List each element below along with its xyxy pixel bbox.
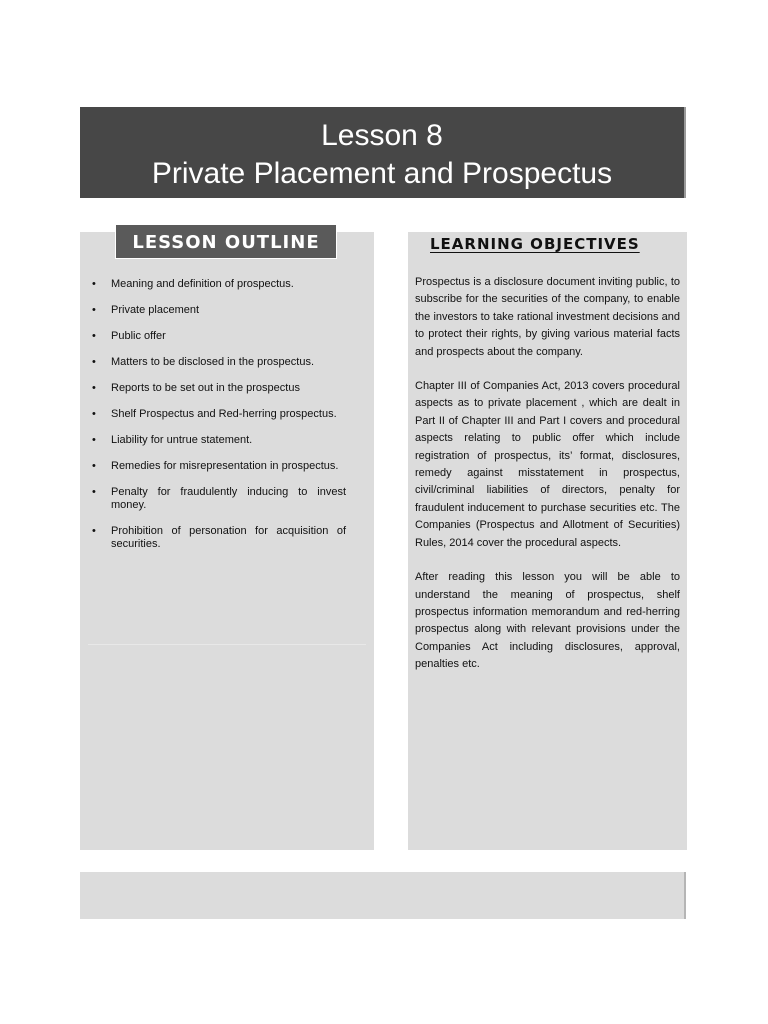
lesson-title: Private Placement and Prospectus: [151, 157, 613, 190]
objectives-paragraph: After reading this lesson you will be able to understand the meaning of prospectus, shelf prospectus information memorandum and red-herring prospectus along with relevant provisions under the Companies Act including disclosures, approval, penalties etc.: [415, 571, 680, 671]
bullet-icon: •: [92, 525, 96, 537]
objectives-paragraph: Chapter III of Companies Act, 2013 covers procedural aspects as to private placement , which are dealt in Part II of Chapter III and Part I covers and procedural aspects relating to public offer which include registration of prospectus, its’ format, disclosures, remedy against misstatement in prospectus, civil/criminal liabilities of directors, penalty for fraudulent inducement to purchase securities etc. The Companies (Prospectus and Allotment of Securities) Rules, 2014 cover the procedural aspects.: [415, 380, 680, 549]
bullet-icon: •: [92, 330, 96, 342]
outline-item: [90, 278, 346, 291]
outline-item: [90, 408, 346, 421]
outline-item: [90, 382, 346, 395]
bullet-icon: •: [92, 382, 96, 394]
bullet-icon: •: [92, 460, 96, 472]
outline-item-text: Shelf Prospectus and Red-herring prospectus.: [111, 408, 337, 420]
outline-item: [90, 525, 346, 551]
outline-item-text: Prohibition of personation for acquisition of securities.: [111, 525, 346, 550]
panel-divider: [88, 644, 366, 645]
outline-item-text: Private placement: [111, 304, 200, 316]
outline-item-text: Liability for untrue statement.: [111, 434, 253, 446]
outline-item-text: Matters to be disclosed in the prospectus.: [111, 356, 314, 368]
outline-item: [90, 434, 346, 447]
lesson-outline-heading: LESSON OUTLINE: [115, 224, 337, 259]
bullet-icon: •: [92, 408, 96, 420]
outline-item-text: Public offer: [111, 330, 166, 342]
bullet-icon: •: [92, 486, 96, 498]
lesson-outline-list: [90, 278, 346, 564]
outline-item: [90, 486, 346, 512]
learning-objectives-heading: LEARNING OBJECTIVES: [430, 235, 640, 253]
bullet-icon: •: [92, 434, 96, 446]
lesson-header-banner: [80, 107, 686, 198]
outline-item: [90, 460, 346, 473]
outline-item-text: Meaning and definition of prospectus.: [111, 278, 294, 290]
objectives-paragraph: Prospectus is a disclosure document inviting public, to subscribe for the securities of the company, to enable the investors to take rational investment decisions and to protect their rights, by giving various material facts and prospects about the company.: [415, 276, 680, 358]
outline-item-text: Reports to be set out in the prospectus: [111, 382, 300, 394]
outline-item-text: Remedies for misrepresentation in prospectus.: [111, 460, 339, 472]
bullet-icon: •: [92, 278, 96, 290]
outline-item-text: Penalty for fraudulently inducing to invest money.: [111, 486, 346, 511]
bullet-icon: •: [92, 304, 96, 316]
outline-item: [90, 330, 346, 343]
lesson-number: Lesson 8: [321, 119, 443, 152]
outline-item: [90, 356, 346, 369]
footer-band: [80, 872, 686, 919]
bullet-icon: •: [92, 356, 96, 368]
outline-item: [90, 304, 346, 317]
learning-objectives-body: [415, 274, 680, 691]
